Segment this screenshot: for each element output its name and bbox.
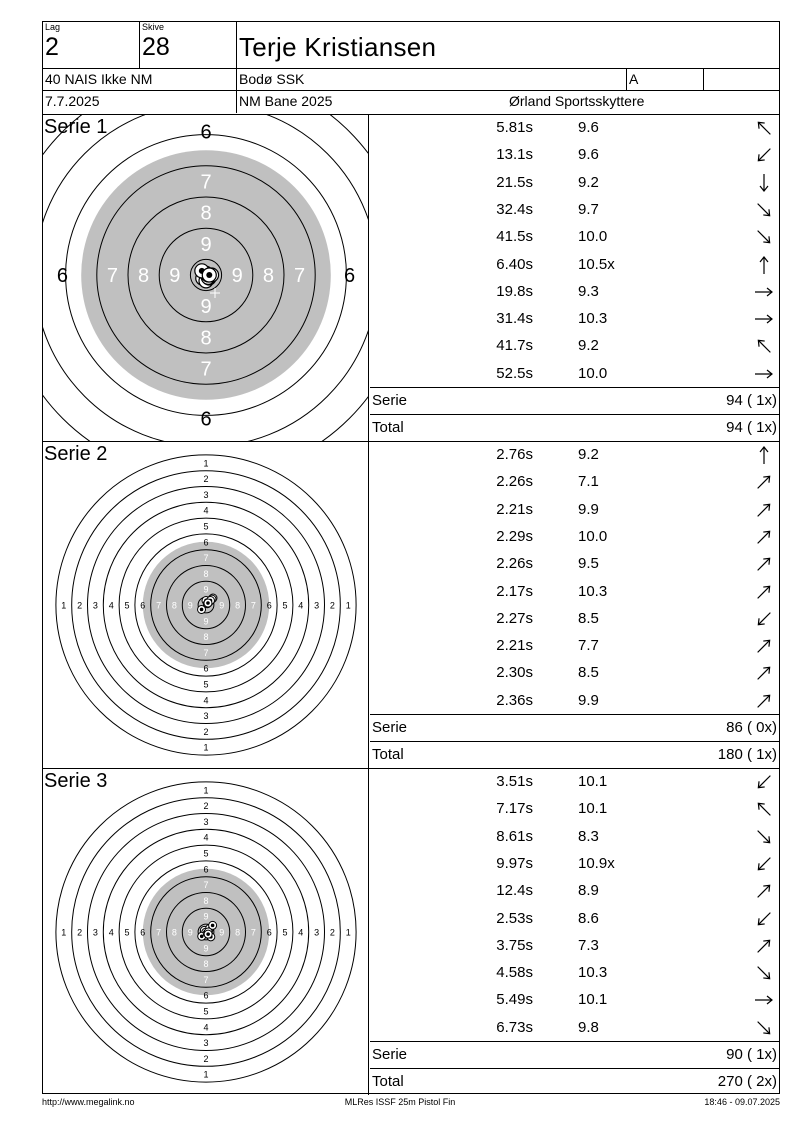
shot-time: 2.27s <box>496 609 533 627</box>
direction-arrow-icon <box>753 526 775 548</box>
shot-score: 7.1 <box>578 473 599 491</box>
shot-row <box>370 769 779 796</box>
direction-arrow-icon <box>753 608 775 630</box>
ring-number: 5 <box>203 848 209 859</box>
ring-number: 9 <box>203 616 209 627</box>
ring-number: 1 <box>345 927 351 938</box>
ring-number: 9 <box>203 584 209 595</box>
shot-time: 6.73s <box>496 1018 533 1036</box>
shot-time: 2.36s <box>496 691 533 709</box>
ring-number: 8 <box>200 327 212 350</box>
shot-time: 52.5s <box>496 364 533 382</box>
shot-score: 9.8 <box>578 1018 599 1036</box>
ring-number: 4 <box>203 1022 209 1033</box>
result-card <box>42 21 780 1094</box>
serie-2-target <box>43 442 369 768</box>
direction-arrow-icon <box>753 444 775 466</box>
shot-time: 41.7s <box>496 337 533 355</box>
shot-row <box>370 1015 779 1042</box>
serie-3-target <box>43 769 369 1095</box>
ring-number: 6 <box>266 600 272 611</box>
shot-score: 10.0 <box>578 364 608 382</box>
direction-arrow-icon <box>753 798 775 820</box>
lag-label: Lag <box>45 22 61 32</box>
direction-arrow-icon <box>753 254 775 276</box>
range-text: NM Bane 2025 <box>239 93 333 109</box>
direction-arrow-icon <box>753 553 775 575</box>
shot-row <box>370 796 779 823</box>
shot-row <box>370 660 779 687</box>
shot-score: 10.0 <box>578 228 608 246</box>
shot-time: 32.4s <box>496 200 533 218</box>
ring-number: 8 <box>262 265 274 287</box>
ring-number: 9 <box>187 600 193 611</box>
ring-number: 3 <box>203 816 209 827</box>
class-text: 40 NAIS Ikke NM <box>45 71 153 87</box>
shot-time: 13.1s <box>496 146 533 164</box>
shot-row <box>370 633 779 660</box>
ring-number: 7 <box>250 927 256 938</box>
shot-score: 7.7 <box>578 637 599 655</box>
ring-number: 7 <box>203 974 209 985</box>
ring-number: 4 <box>203 695 209 706</box>
ring-number: 1 <box>203 785 209 796</box>
ring-number: 9 <box>169 265 181 287</box>
shot-time: 9.97s <box>496 854 533 872</box>
shooter-name: Terje Kristiansen <box>239 32 437 62</box>
shot-hole-center <box>200 608 204 612</box>
shot-row <box>370 878 779 905</box>
shot-time: 3.75s <box>496 936 533 954</box>
ring-number: 9 <box>231 265 243 287</box>
ring-number: 1 <box>61 927 67 938</box>
shot-score: 8.5 <box>578 609 599 627</box>
ring-number: 9 <box>219 600 225 611</box>
ring-number: 7 <box>203 880 209 891</box>
organizer-text: Ørland Sportsskyttere <box>509 93 645 109</box>
lag-cell <box>43 22 140 69</box>
direction-arrow-icon <box>753 662 775 684</box>
shot-time: 21.5s <box>496 173 533 191</box>
shot-score: 9.7 <box>578 200 599 218</box>
ring-number: 2 <box>203 726 209 737</box>
ring-number: 8 <box>235 600 241 611</box>
shot-score: 8.3 <box>578 827 599 845</box>
direction-arrow-icon <box>753 908 775 930</box>
shot-row <box>370 851 779 878</box>
ring-number: 2 <box>329 600 335 611</box>
shot-score: 10.1 <box>578 991 608 1009</box>
shot-hole-center <box>200 934 204 938</box>
ring-number: 7 <box>200 171 212 194</box>
shot-hole-center <box>206 272 212 278</box>
ring-number: 6 <box>203 864 209 875</box>
ring-number: 3 <box>314 600 320 611</box>
shot-row <box>370 960 779 987</box>
ring-number: 6 <box>200 408 212 431</box>
serie-1-target-area <box>43 115 369 441</box>
direction-arrow-icon <box>753 281 775 303</box>
direction-arrow-icon <box>753 771 775 793</box>
ring-number: 6 <box>203 537 209 548</box>
ring-number: 3 <box>203 489 209 500</box>
empty-cell <box>704 69 779 91</box>
shot-time: 8.61s <box>496 827 533 845</box>
serie-1-target <box>43 115 369 441</box>
ring-number: 7 <box>106 265 118 287</box>
ring-number: 4 <box>203 505 209 516</box>
direction-arrow-icon <box>753 144 775 166</box>
name-cell <box>237 22 779 69</box>
shot-row <box>370 197 779 224</box>
total-row <box>370 414 779 441</box>
direction-arrow-icon <box>753 199 775 221</box>
ring-number: 9 <box>203 911 209 922</box>
shot-time: 41.5s <box>496 228 533 246</box>
shot-time: 7.17s <box>496 800 533 818</box>
direction-arrow-icon <box>753 635 775 657</box>
shot-row <box>370 333 779 360</box>
ring-number: 8 <box>203 632 209 643</box>
ring-number: 4 <box>108 600 114 611</box>
shot-score: 10.3 <box>578 310 608 328</box>
serie-2-block <box>43 441 779 768</box>
shot-row <box>370 688 779 715</box>
ring-number: 1 <box>203 742 209 753</box>
shot-time: 19.8s <box>496 282 533 300</box>
serie-sum-label: Serie <box>372 719 408 736</box>
club-cell <box>237 69 627 91</box>
ring-number: 5 <box>282 927 288 938</box>
footer-timestamp: 18:46 - 09.07.2025 <box>704 1097 780 1107</box>
direction-arrow-icon <box>753 363 775 385</box>
ring-number: 8 <box>235 927 241 938</box>
shot-score: 8.9 <box>578 882 599 900</box>
ring-number: 6 <box>266 927 272 938</box>
group-text: A <box>629 71 639 87</box>
shot-time: 2.53s <box>496 909 533 927</box>
shot-row <box>370 361 779 388</box>
ring-number: 3 <box>203 1038 209 1049</box>
shot-time: 5.49s <box>496 991 533 1009</box>
shot-score: 10.3 <box>578 582 608 600</box>
ring-number: 4 <box>298 927 304 938</box>
shot-time: 6.40s <box>496 255 533 273</box>
shot-score: 10.0 <box>578 527 608 545</box>
ring-number: 3 <box>92 600 98 611</box>
ring-number: 7 <box>203 553 209 564</box>
serie-2-title: Serie 2 <box>44 443 108 465</box>
ring-number: 9 <box>200 233 212 256</box>
direction-arrow-icon <box>753 226 775 248</box>
serie-sum-value: 86 ( 0x) <box>726 719 777 736</box>
shot-time: 4.58s <box>496 964 533 982</box>
direction-arrow-icon <box>753 117 775 139</box>
ring-number: 9 <box>200 296 212 319</box>
shot-hole-center <box>211 924 215 928</box>
shot-row <box>370 497 779 524</box>
shot-time: 31.4s <box>496 310 533 328</box>
ring-number: 4 <box>298 600 304 611</box>
shot-score: 9.5 <box>578 555 599 573</box>
direction-arrow-icon <box>753 962 775 984</box>
direction-arrow-icon <box>753 880 775 902</box>
shot-row <box>370 224 779 251</box>
shot-row <box>370 606 779 633</box>
direction-arrow-icon <box>753 172 775 194</box>
ring-number: 8 <box>203 568 209 579</box>
shot-row <box>370 906 779 933</box>
shot-score: 9.2 <box>578 337 599 355</box>
ring-number: 1 <box>203 458 209 469</box>
ring-number: 9 <box>219 927 225 938</box>
ring-number: 6 <box>200 121 212 144</box>
direction-arrow-icon <box>753 499 775 521</box>
ring-number: 2 <box>203 801 209 812</box>
direction-arrow-icon <box>753 853 775 875</box>
shot-time: 12.4s <box>496 882 533 900</box>
shot-time: 2.21s <box>496 637 533 655</box>
serie-sum-row <box>370 1041 779 1068</box>
ring-number: 5 <box>124 927 130 938</box>
direction-arrow-icon <box>753 935 775 957</box>
shot-time: 2.17s <box>496 582 533 600</box>
shot-time: 2.76s <box>496 446 533 463</box>
serie-1-title: Serie 1 <box>44 116 108 138</box>
ring-number: 8 <box>138 265 150 287</box>
range-cell <box>237 91 779 113</box>
total-value: 180 ( 1x) <box>717 746 777 763</box>
ring-number: 5 <box>203 679 209 690</box>
shot-time: 2.26s <box>496 555 533 573</box>
ring-number: 9 <box>187 927 193 938</box>
shot-score: 10.3 <box>578 964 608 982</box>
serie-3-block <box>43 768 779 1095</box>
serie-3-title: Serie 3 <box>44 770 108 792</box>
shot-time: 3.51s <box>496 773 533 790</box>
footer-url: http://www.megalink.no <box>42 1097 135 1107</box>
shot-score: 8.6 <box>578 909 599 927</box>
ring-number: 7 <box>200 358 212 381</box>
club-text: Bodø SSK <box>239 71 305 87</box>
serie-2-target-area <box>43 442 369 768</box>
shot-row <box>370 524 779 551</box>
total-row <box>370 1068 779 1095</box>
ring-number: 6 <box>56 265 69 287</box>
ring-number: 1 <box>61 600 67 611</box>
shot-score: 10.5x <box>578 255 615 273</box>
date-cell <box>43 91 237 113</box>
direction-arrow-icon <box>753 581 775 603</box>
serie-sum-label: Serie <box>372 392 408 409</box>
ring-number: 3 <box>92 927 98 938</box>
serie-1-block <box>43 114 779 441</box>
shot-row <box>370 279 779 306</box>
total-label: Total <box>372 419 404 436</box>
shot-row <box>370 579 779 606</box>
ring-number: 6 <box>203 990 209 1001</box>
shot-row <box>370 170 779 197</box>
shot-score: 9.6 <box>578 146 599 164</box>
total-label: Total <box>372 746 404 763</box>
ring-number: 7 <box>156 600 162 611</box>
shot-row <box>370 442 779 469</box>
shot-row <box>370 933 779 960</box>
shot-row <box>370 469 779 496</box>
ring-number: 1 <box>203 1069 209 1080</box>
direction-arrow-icon <box>753 989 775 1011</box>
shot-score: 10.1 <box>578 773 608 790</box>
ring-number: 6 <box>140 600 146 611</box>
serie-sum-value: 90 ( 1x) <box>726 1046 777 1063</box>
ring-number: 8 <box>203 959 209 970</box>
ring-number: 8 <box>171 927 177 938</box>
shot-time: 2.30s <box>496 664 533 682</box>
shot-score: 10.9x <box>578 854 615 872</box>
ring-number: 6 <box>140 927 146 938</box>
direction-arrow-icon <box>753 690 775 712</box>
shot-time: 2.29s <box>496 527 533 545</box>
ring-number: 5 <box>282 600 288 611</box>
ring-number: 2 <box>77 600 83 611</box>
skive-cell <box>140 22 237 69</box>
serie-sum-value: 94 ( 1x) <box>726 392 777 409</box>
ring-number: 2 <box>329 927 335 938</box>
total-row <box>370 741 779 768</box>
skive-value: 28 <box>142 33 170 61</box>
shot-row <box>370 142 779 169</box>
direction-arrow-icon <box>753 335 775 357</box>
shot-hole-center <box>206 932 210 936</box>
ring-number: 5 <box>203 521 209 532</box>
serie-3-target-area <box>43 769 369 1095</box>
direction-arrow-icon <box>753 471 775 493</box>
shot-row <box>370 252 779 279</box>
total-label: Total <box>372 1073 404 1090</box>
total-value: 94 ( 1x) <box>726 419 777 436</box>
ring-number: 8 <box>203 895 209 906</box>
shot-row <box>370 824 779 851</box>
serie-sum-label: Serie <box>372 1046 408 1063</box>
skive-label: Skive <box>142 22 165 32</box>
ring-number: 2 <box>203 1053 209 1064</box>
shot-row <box>370 115 779 142</box>
footer-program: MLRes ISSF 25m Pistol Fin <box>344 1097 456 1107</box>
shot-time: 5.81s <box>496 119 533 136</box>
ring-number: 6 <box>203 663 209 674</box>
shot-time: 2.26s <box>496 473 533 491</box>
shot-hole-center <box>206 601 210 605</box>
direction-arrow-icon <box>753 1017 775 1039</box>
ring-number: 2 <box>203 474 209 485</box>
shot-row <box>370 987 779 1014</box>
ring-number: 6 <box>343 265 356 287</box>
serie-sum-row <box>370 714 779 741</box>
ring-number: 3 <box>203 711 209 722</box>
shot-score: 9.2 <box>578 173 599 191</box>
shot-score: 9.2 <box>578 446 599 463</box>
serie-sum-row <box>370 387 779 414</box>
shot-row <box>370 551 779 578</box>
total-value: 270 ( 2x) <box>717 1073 777 1090</box>
ring-number: 7 <box>203 647 209 658</box>
class-cell <box>43 69 237 91</box>
shot-score: 9.6 <box>578 119 599 136</box>
shot-score: 9.3 <box>578 282 599 300</box>
ring-number: 9 <box>203 943 209 954</box>
shot-score: 9.9 <box>578 691 599 709</box>
ring-number: 5 <box>124 600 130 611</box>
shot-score: 8.5 <box>578 664 599 682</box>
ring-number: 2 <box>77 927 83 938</box>
ring-number: 8 <box>171 600 177 611</box>
direction-arrow-icon <box>753 826 775 848</box>
shot-time: 2.21s <box>496 500 533 518</box>
lag-value: 2 <box>45 33 59 61</box>
direction-arrow-icon <box>753 308 775 330</box>
ring-number: 4 <box>203 832 209 843</box>
shot-score: 9.9 <box>578 500 599 518</box>
ring-number: 1 <box>345 600 351 611</box>
ring-number: 7 <box>250 600 256 611</box>
ring-number: 7 <box>156 927 162 938</box>
shot-score: 7.3 <box>578 936 599 954</box>
shot-score: 10.1 <box>578 800 608 818</box>
date-text: 7.7.2025 <box>45 93 100 109</box>
ring-number: 7 <box>294 265 306 287</box>
ring-number: 3 <box>314 927 320 938</box>
ring-number: 8 <box>200 202 212 225</box>
ring-number: 4 <box>108 927 114 938</box>
shot-row <box>370 306 779 333</box>
ring-number: 5 <box>203 1006 209 1017</box>
group-cell <box>627 69 704 91</box>
